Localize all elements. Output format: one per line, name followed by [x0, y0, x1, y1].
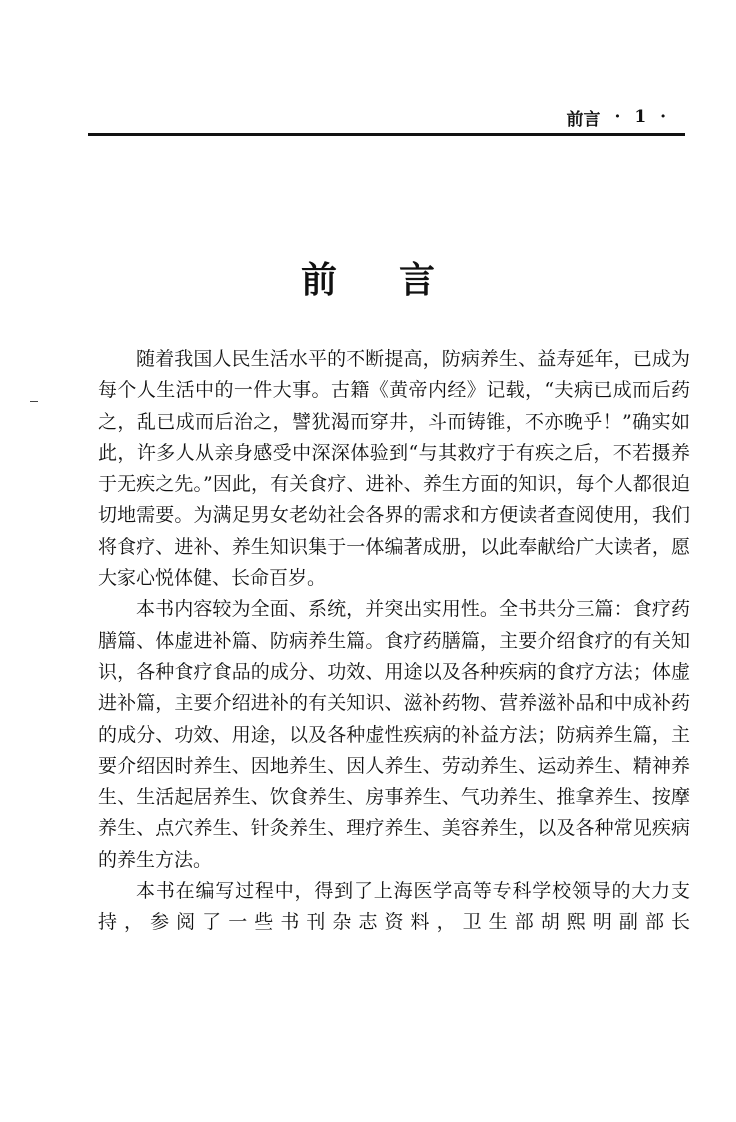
chapter-title: 前言: [300, 260, 497, 301]
paragraph: 随着我国人民生活水平的不断提高，防病养生、益寿延年，已成为每个人生活中的一件大事。古籍《黄帝内经》记载，“夫病已成而后药之，乱已成而后治之，譬犹渴而穿井，斗而铸锥，不亦晚乎！”确实如此，许多人从亲身感受中深深体验到“与其救疗于有疾之后，不若摄养于无疾之先。”因此，有关食疗、进补、养生方面的知识，每个人都很迫切地需要。为满足男女老幼社会各界的需求和方便读者查阅使用，我们将食疗、进补、养生知识集于一体编著成册，以此奉献给广大读者，愿大家心悦体健、长命百岁。: [98, 348, 690, 590]
running-header: [566, 104, 670, 130]
page-number: · 1 ·: [614, 107, 670, 127]
header-rule: [88, 133, 685, 136]
paragraph: 本书在编写过程中，得到了上海医学高等专科学校领导的大力支持，参阅了一些书刊杂志资料，卫生部胡熙明副部长: [98, 880, 690, 934]
body-text: [98, 344, 690, 939]
paragraph: 本书内容较为全面、系统，并突出实用性。全书共分三篇：食疗药膳篇、体虚进补篇、防病养生篇。食疗药膳篇，主要介绍食疗的有关知识，各种食疗食品的成分、功效、用途以及各种疾病的食疗方法；体虚进补篇，主要介绍进补的有关知识、滋补药物、营养滋补品和中成补药的成分、功效、用途，以及各种虚性疾病的补益方法；防病养生篇，主要介绍因时养生、因地养生、因人养生、劳动养生、运动养生、精神养生、生活起居养生、饮食养生、房事养生、气功养生、推拿养生、按摩养生、点穴养生、针灸养生、理疗养生、美容养生，以及各种常见疾病的养生方法。: [98, 598, 690, 871]
running-header-section: 前言: [566, 109, 601, 130]
scan-mark: [30, 401, 38, 402]
